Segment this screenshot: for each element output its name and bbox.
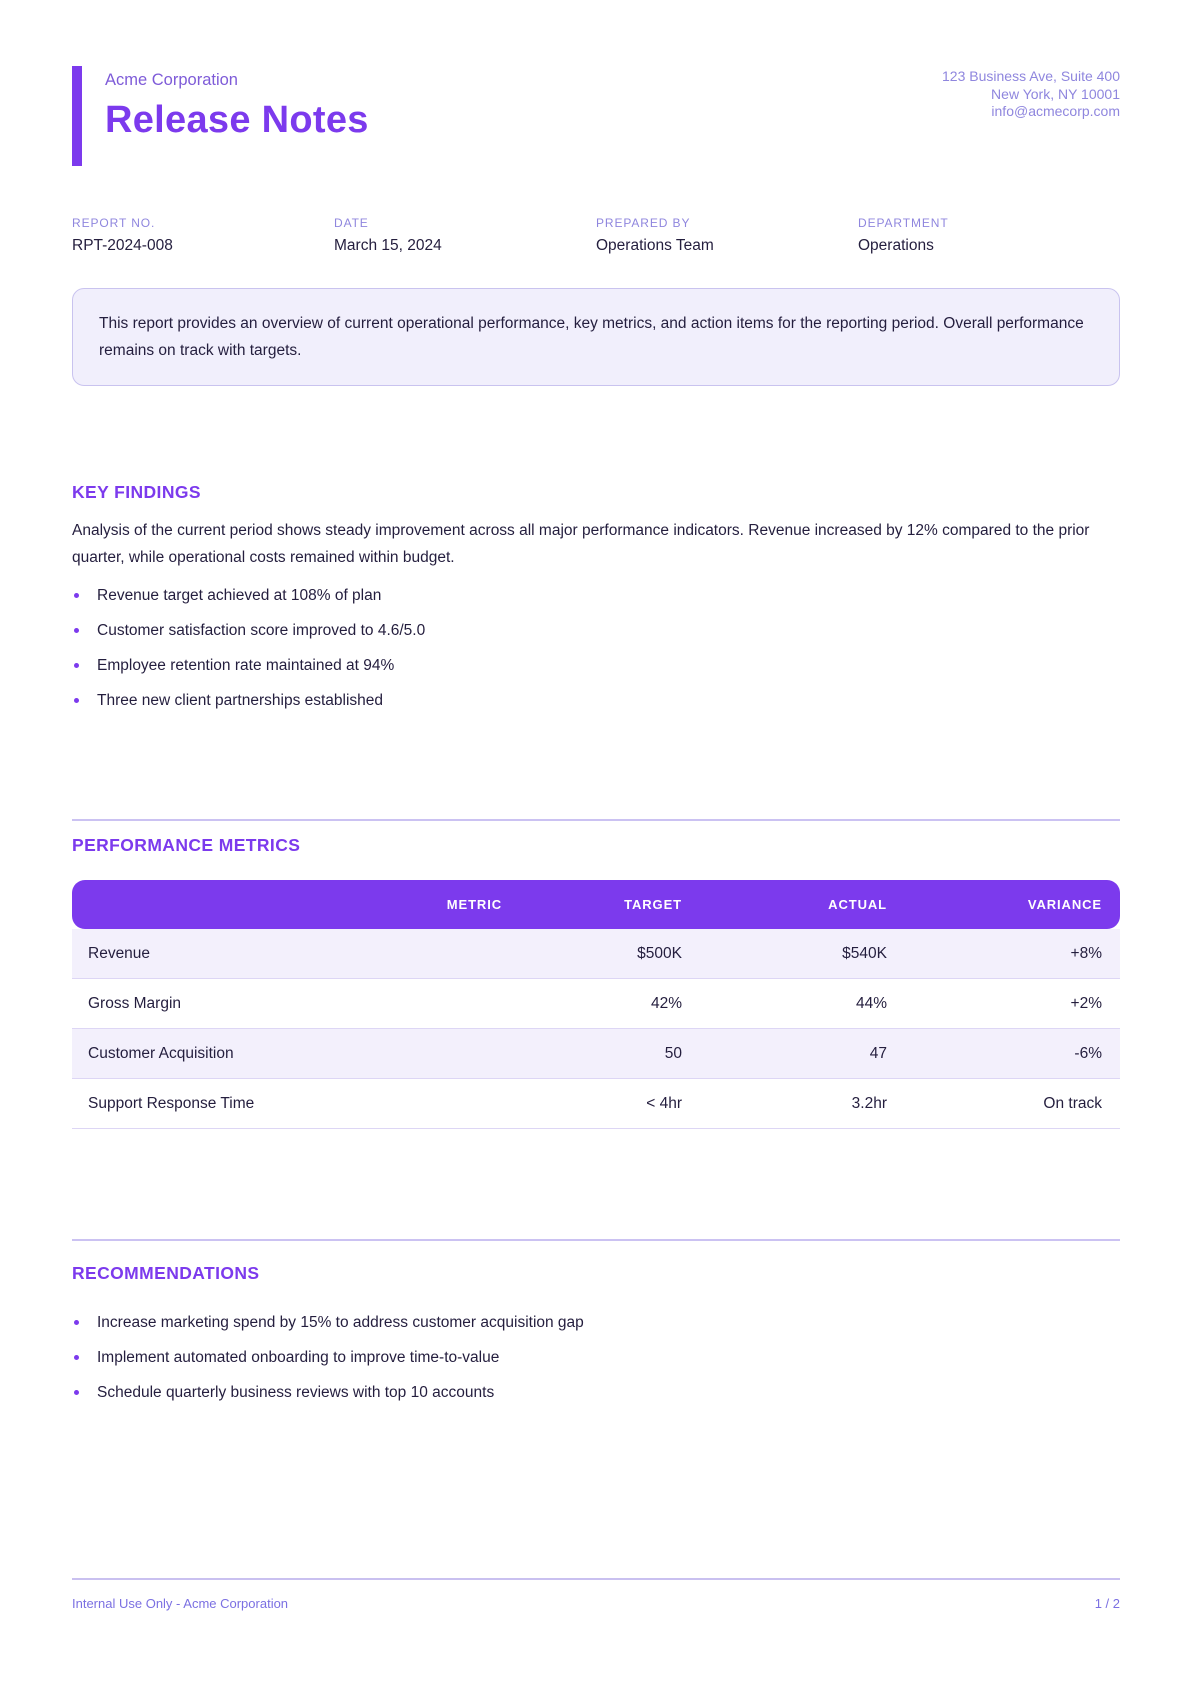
page-footer (72, 1578, 1120, 1611)
performance-metrics-title: PERFORMANCE METRICS (72, 835, 301, 855)
key-findings-title: KEY FINDINGS (72, 482, 201, 502)
section-divider (72, 1239, 1120, 1241)
summary-text: This report provides an overview of current operational performance, key metrics, and action items for the reporting period. Overall performance remains on track with targets. (99, 315, 1084, 359)
meta-field (72, 216, 334, 255)
meta-field-value: Operations Team (596, 237, 714, 254)
table-row (72, 1079, 1120, 1129)
company-address (942, 66, 1120, 121)
meta-field (596, 216, 858, 255)
cell-metric: Support Response Time (88, 1094, 255, 1112)
key-findings-intro: Analysis of the current period shows steady improvement across all major performance indicators. Revenue increased by 12% compared to the prior quarter, while operational costs remained within budget. (72, 522, 1090, 566)
bullet-dot (74, 1355, 79, 1360)
column-header: ACTUAL (828, 897, 887, 912)
cell-metric: Customer Acquisition (88, 1044, 234, 1062)
bullet-dot (74, 1320, 79, 1325)
address-line: New York, NY 10001 (991, 85, 1120, 102)
metrics-table (72, 880, 1120, 1129)
bullet-dot (74, 698, 79, 703)
cell-target: < 4hr (646, 1094, 682, 1112)
bullet-text: Three new client partnerships established (97, 692, 384, 709)
bullet-dot (74, 628, 79, 633)
table-row (72, 979, 1120, 1029)
cell-target: $500K (637, 944, 682, 962)
cell-actual: 47 (869, 1044, 887, 1062)
table-row (72, 1029, 1120, 1079)
meta-field-value: Operations (858, 237, 934, 254)
bullet-text: Implement automated onboarding to improve time-to-value (97, 1349, 500, 1366)
section-divider (72, 819, 1120, 821)
meta-field-value: March 15, 2024 (334, 237, 442, 254)
company-name: Acme Corporation (105, 71, 238, 89)
bullet-text: Increase marketing spend by 15% to address customer acquisition gap (97, 1314, 584, 1331)
performance-metrics-section (72, 835, 1120, 1129)
recommendations-section (72, 1263, 1120, 1403)
report-header (72, 66, 1120, 166)
cell-actual: 3.2hr (851, 1094, 887, 1112)
recommendations-list (72, 1312, 1120, 1403)
recommendations-item (72, 1312, 1120, 1333)
bullet-text: Revenue target achieved at 108% of plan (97, 587, 382, 604)
column-header: TARGET (624, 897, 682, 912)
meta-field-label: REPORT NO. (72, 216, 156, 230)
brand-block (72, 66, 369, 166)
cell-actual: $540K (842, 944, 887, 962)
key-findings-list (72, 585, 1120, 711)
bullet-dot (74, 1390, 79, 1395)
key-findings-item (72, 655, 1120, 676)
key-findings-item (72, 585, 1120, 606)
report-meta-row (72, 216, 1120, 255)
meta-field-label: DATE (334, 216, 369, 230)
metrics-table-body (72, 929, 1120, 1129)
header-accent-bar (72, 66, 82, 166)
cell-variance: -6% (1074, 1044, 1102, 1062)
cell-variance: +8% (1070, 944, 1102, 962)
bullet-dot (74, 593, 79, 598)
column-header: VARIANCE (1027, 897, 1102, 912)
meta-field (334, 216, 596, 255)
meta-field-label: DEPARTMENT (858, 216, 949, 230)
address-line: info@acmecorp.com (991, 103, 1120, 119)
footer-classification: Internal Use Only - Acme Corporation (72, 1596, 289, 1611)
table-row (72, 929, 1120, 979)
meta-field-value: RPT-2024-008 (72, 237, 173, 254)
brand-text (105, 66, 369, 166)
cell-metric: Revenue (88, 944, 151, 962)
metrics-table-header (72, 880, 1120, 929)
address-line: 123 Business Ave, Suite 400 (942, 68, 1120, 84)
key-findings-item (72, 690, 1120, 711)
page-number: 1 / 2 (1094, 1596, 1120, 1611)
column-header: METRIC (446, 897, 502, 912)
document-title: Release Notes (105, 99, 369, 141)
meta-field (858, 216, 1120, 255)
bullet-dot (74, 663, 79, 668)
cell-variance: +2% (1070, 994, 1102, 1012)
cell-target: 42% (650, 994, 682, 1012)
recommendations-item (72, 1382, 1120, 1403)
cell-variance: On track (1043, 1094, 1102, 1112)
bullet-text: Employee retention rate maintained at 94% (97, 657, 395, 674)
bullet-text: Customer satisfaction score improved to 4.6/5.0 (97, 622, 426, 639)
cell-actual: 44% (855, 994, 887, 1012)
cell-target: 50 (664, 1044, 682, 1062)
recommendations-title: RECOMMENDATIONS (72, 1263, 260, 1283)
bullet-text: Schedule quarterly business reviews with top 10 accounts (97, 1384, 495, 1401)
recommendations-item (72, 1347, 1120, 1368)
key-findings-item (72, 620, 1120, 641)
meta-field-label: PREPARED BY (596, 216, 691, 230)
key-findings-section (72, 482, 1120, 711)
cell-metric: Gross Margin (88, 994, 182, 1012)
summary-box (72, 288, 1120, 386)
